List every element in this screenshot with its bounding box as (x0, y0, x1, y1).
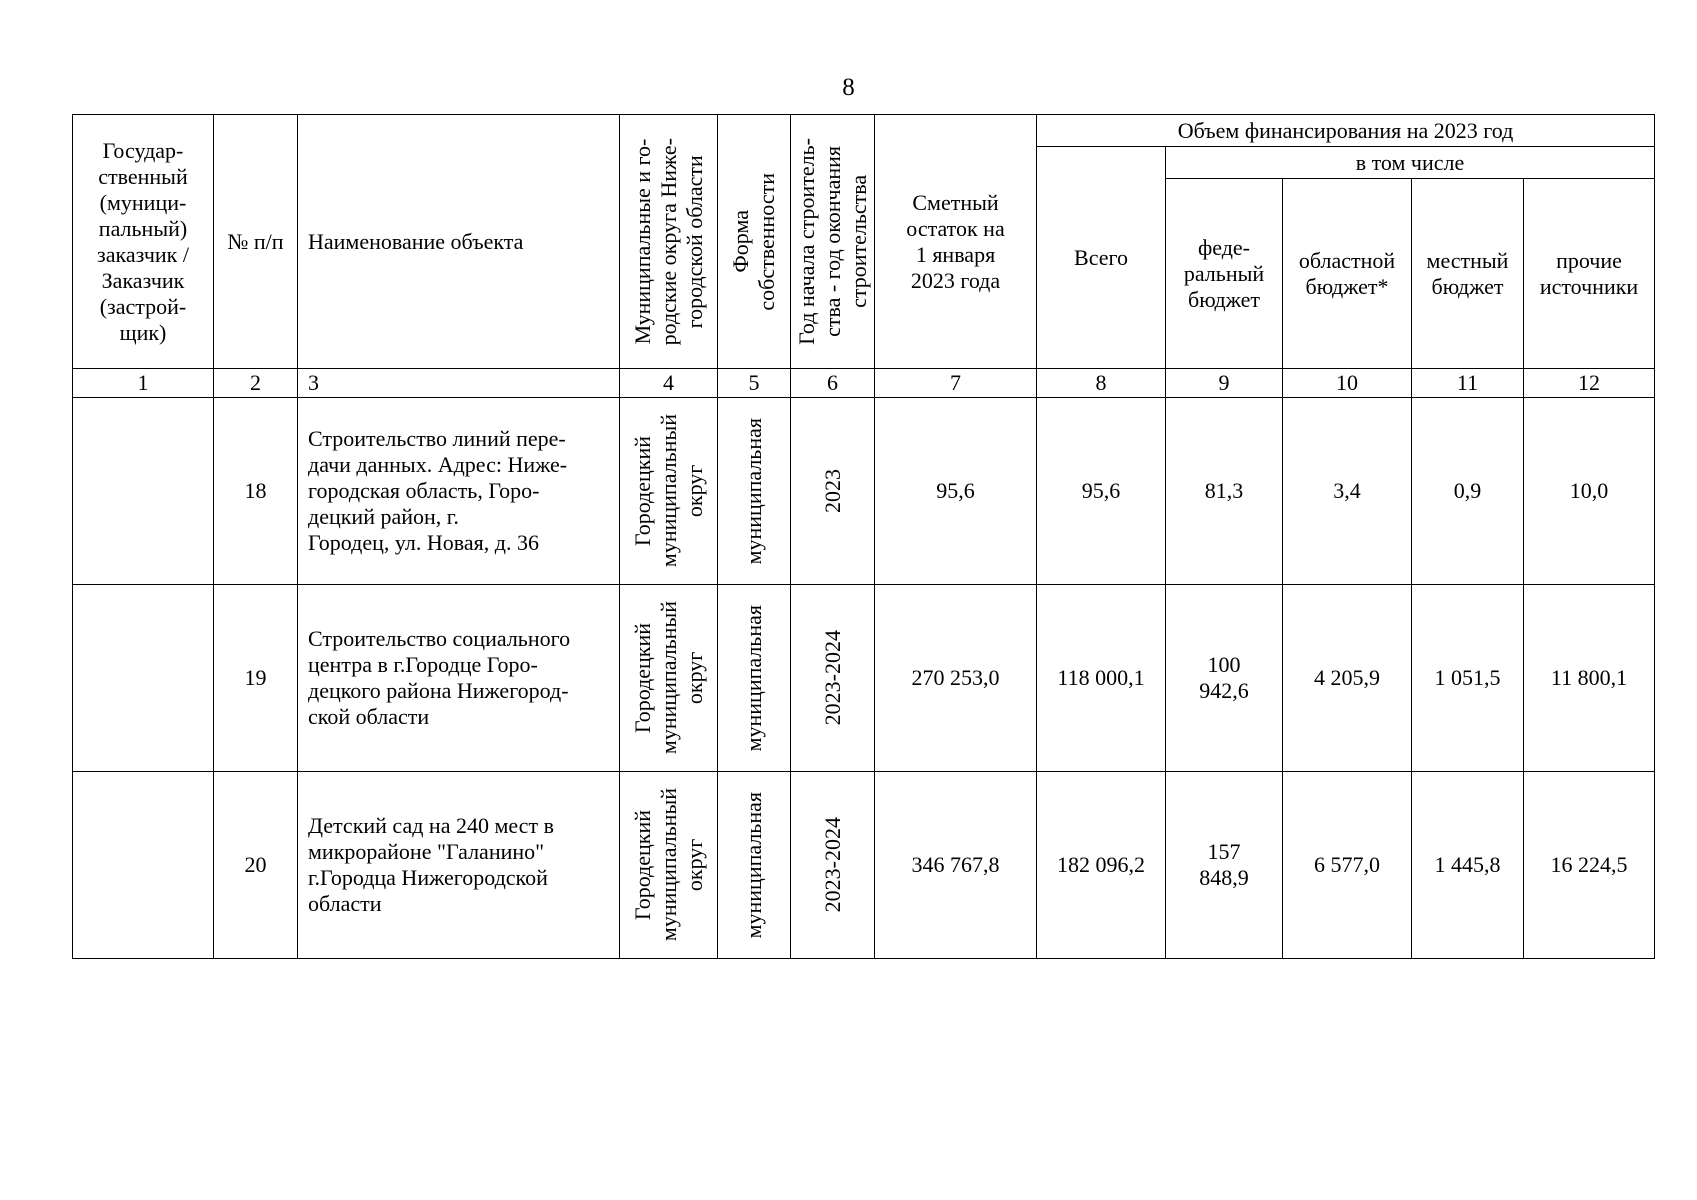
header-object-name: Наименование объекта (298, 115, 620, 369)
cell-regional: 4 205,9 (1283, 585, 1412, 772)
cell-local: 0,9 (1412, 398, 1524, 585)
header-local: местный бюджет (1412, 179, 1524, 369)
cell-ownership: муниципальная (718, 398, 791, 585)
column-number: 3 (298, 369, 620, 398)
cell-years: 2023-2024 (791, 772, 875, 959)
column-number: 4 (620, 369, 718, 398)
cell-regional: 3,4 (1283, 398, 1412, 585)
cell-num: 20 (214, 772, 298, 959)
cell-local: 1 051,5 (1412, 585, 1524, 772)
cell-municipality: Городецкий муниципальный округ (620, 772, 718, 959)
header-num: № п/п (214, 115, 298, 369)
table-row (73, 585, 1655, 772)
header-row-1 (73, 115, 1655, 147)
cell-customer (73, 772, 214, 959)
column-number: 9 (1166, 369, 1283, 398)
cell-other: 16 224,5 (1524, 772, 1655, 959)
cell-estimate: 346 767,8 (875, 772, 1037, 959)
header-municipality: Муниципальные и го- родские округа Ниже- городской области (620, 115, 718, 369)
header-funding-group: Объем финансирования на 2023 год (1037, 115, 1655, 147)
column-number: 2 (214, 369, 298, 398)
cell-total: 118 000,1 (1037, 585, 1166, 772)
cell-num: 18 (214, 398, 298, 585)
cell-estimate: 95,6 (875, 398, 1037, 585)
cell-object-name: Строительство линий пере- дачи данных. Адрес: Ниже- городская область, Горо- децкий район, г. Городец, ул. Новая, д. 36 (298, 398, 620, 585)
cell-federal: 81,3 (1166, 398, 1283, 585)
column-number: 7 (875, 369, 1037, 398)
column-number: 5 (718, 369, 791, 398)
header-including: в том числе (1166, 147, 1655, 179)
header-ownership: Форма собственности (718, 115, 791, 369)
column-number: 11 (1412, 369, 1524, 398)
table-row (73, 398, 1655, 585)
header-federal: феде- ральный бюджет (1166, 179, 1283, 369)
header-total: Всего (1037, 147, 1166, 369)
cell-object-name: Строительство социального центра в г.Городце Горо- децкого района Нижегород- ской области (298, 585, 620, 772)
cell-federal: 100 942,6 (1166, 585, 1283, 772)
cell-num: 19 (214, 585, 298, 772)
cell-years: 2023-2024 (791, 585, 875, 772)
cell-total: 182 096,2 (1037, 772, 1166, 959)
cell-customer (73, 398, 214, 585)
cell-ownership: муниципальная (718, 772, 791, 959)
column-number-row (73, 369, 1655, 398)
cell-years: 2023 (791, 398, 875, 585)
cell-other: 11 800,1 (1524, 585, 1655, 772)
column-number: 12 (1524, 369, 1655, 398)
page-number: 8 (842, 74, 855, 101)
cell-total: 95,6 (1037, 398, 1166, 585)
financing-table (72, 114, 1655, 959)
cell-municipality: Городецкий муниципальный округ (620, 585, 718, 772)
cell-ownership: муниципальная (718, 585, 791, 772)
cell-regional: 6 577,0 (1283, 772, 1412, 959)
header-other: прочие источники (1524, 179, 1655, 369)
cell-estimate: 270 253,0 (875, 585, 1037, 772)
header-regional: областной бюджет* (1283, 179, 1412, 369)
cell-federal: 157 848,9 (1166, 772, 1283, 959)
cell-object-name: Детский сад на 240 мест в микрорайоне "Галанино" г.Городца Нижегородской области (298, 772, 620, 959)
column-number: 1 (73, 369, 214, 398)
header-customer: Государ- ственный (муници- пальный) заказчик / Заказчик (застрой- щик) (73, 115, 214, 369)
cell-local: 1 445,8 (1412, 772, 1524, 959)
header-estimate: Сметный остаток на 1 января 2023 года (875, 115, 1037, 369)
column-number: 8 (1037, 369, 1166, 398)
cell-customer (73, 585, 214, 772)
cell-other: 10,0 (1524, 398, 1655, 585)
header-years: Год начала строитель- ства - год окончания строительства (791, 115, 875, 369)
cell-municipality: Городецкий муниципальный округ (620, 398, 718, 585)
column-number: 10 (1283, 369, 1412, 398)
table-row (73, 772, 1655, 959)
column-number: 6 (791, 369, 875, 398)
